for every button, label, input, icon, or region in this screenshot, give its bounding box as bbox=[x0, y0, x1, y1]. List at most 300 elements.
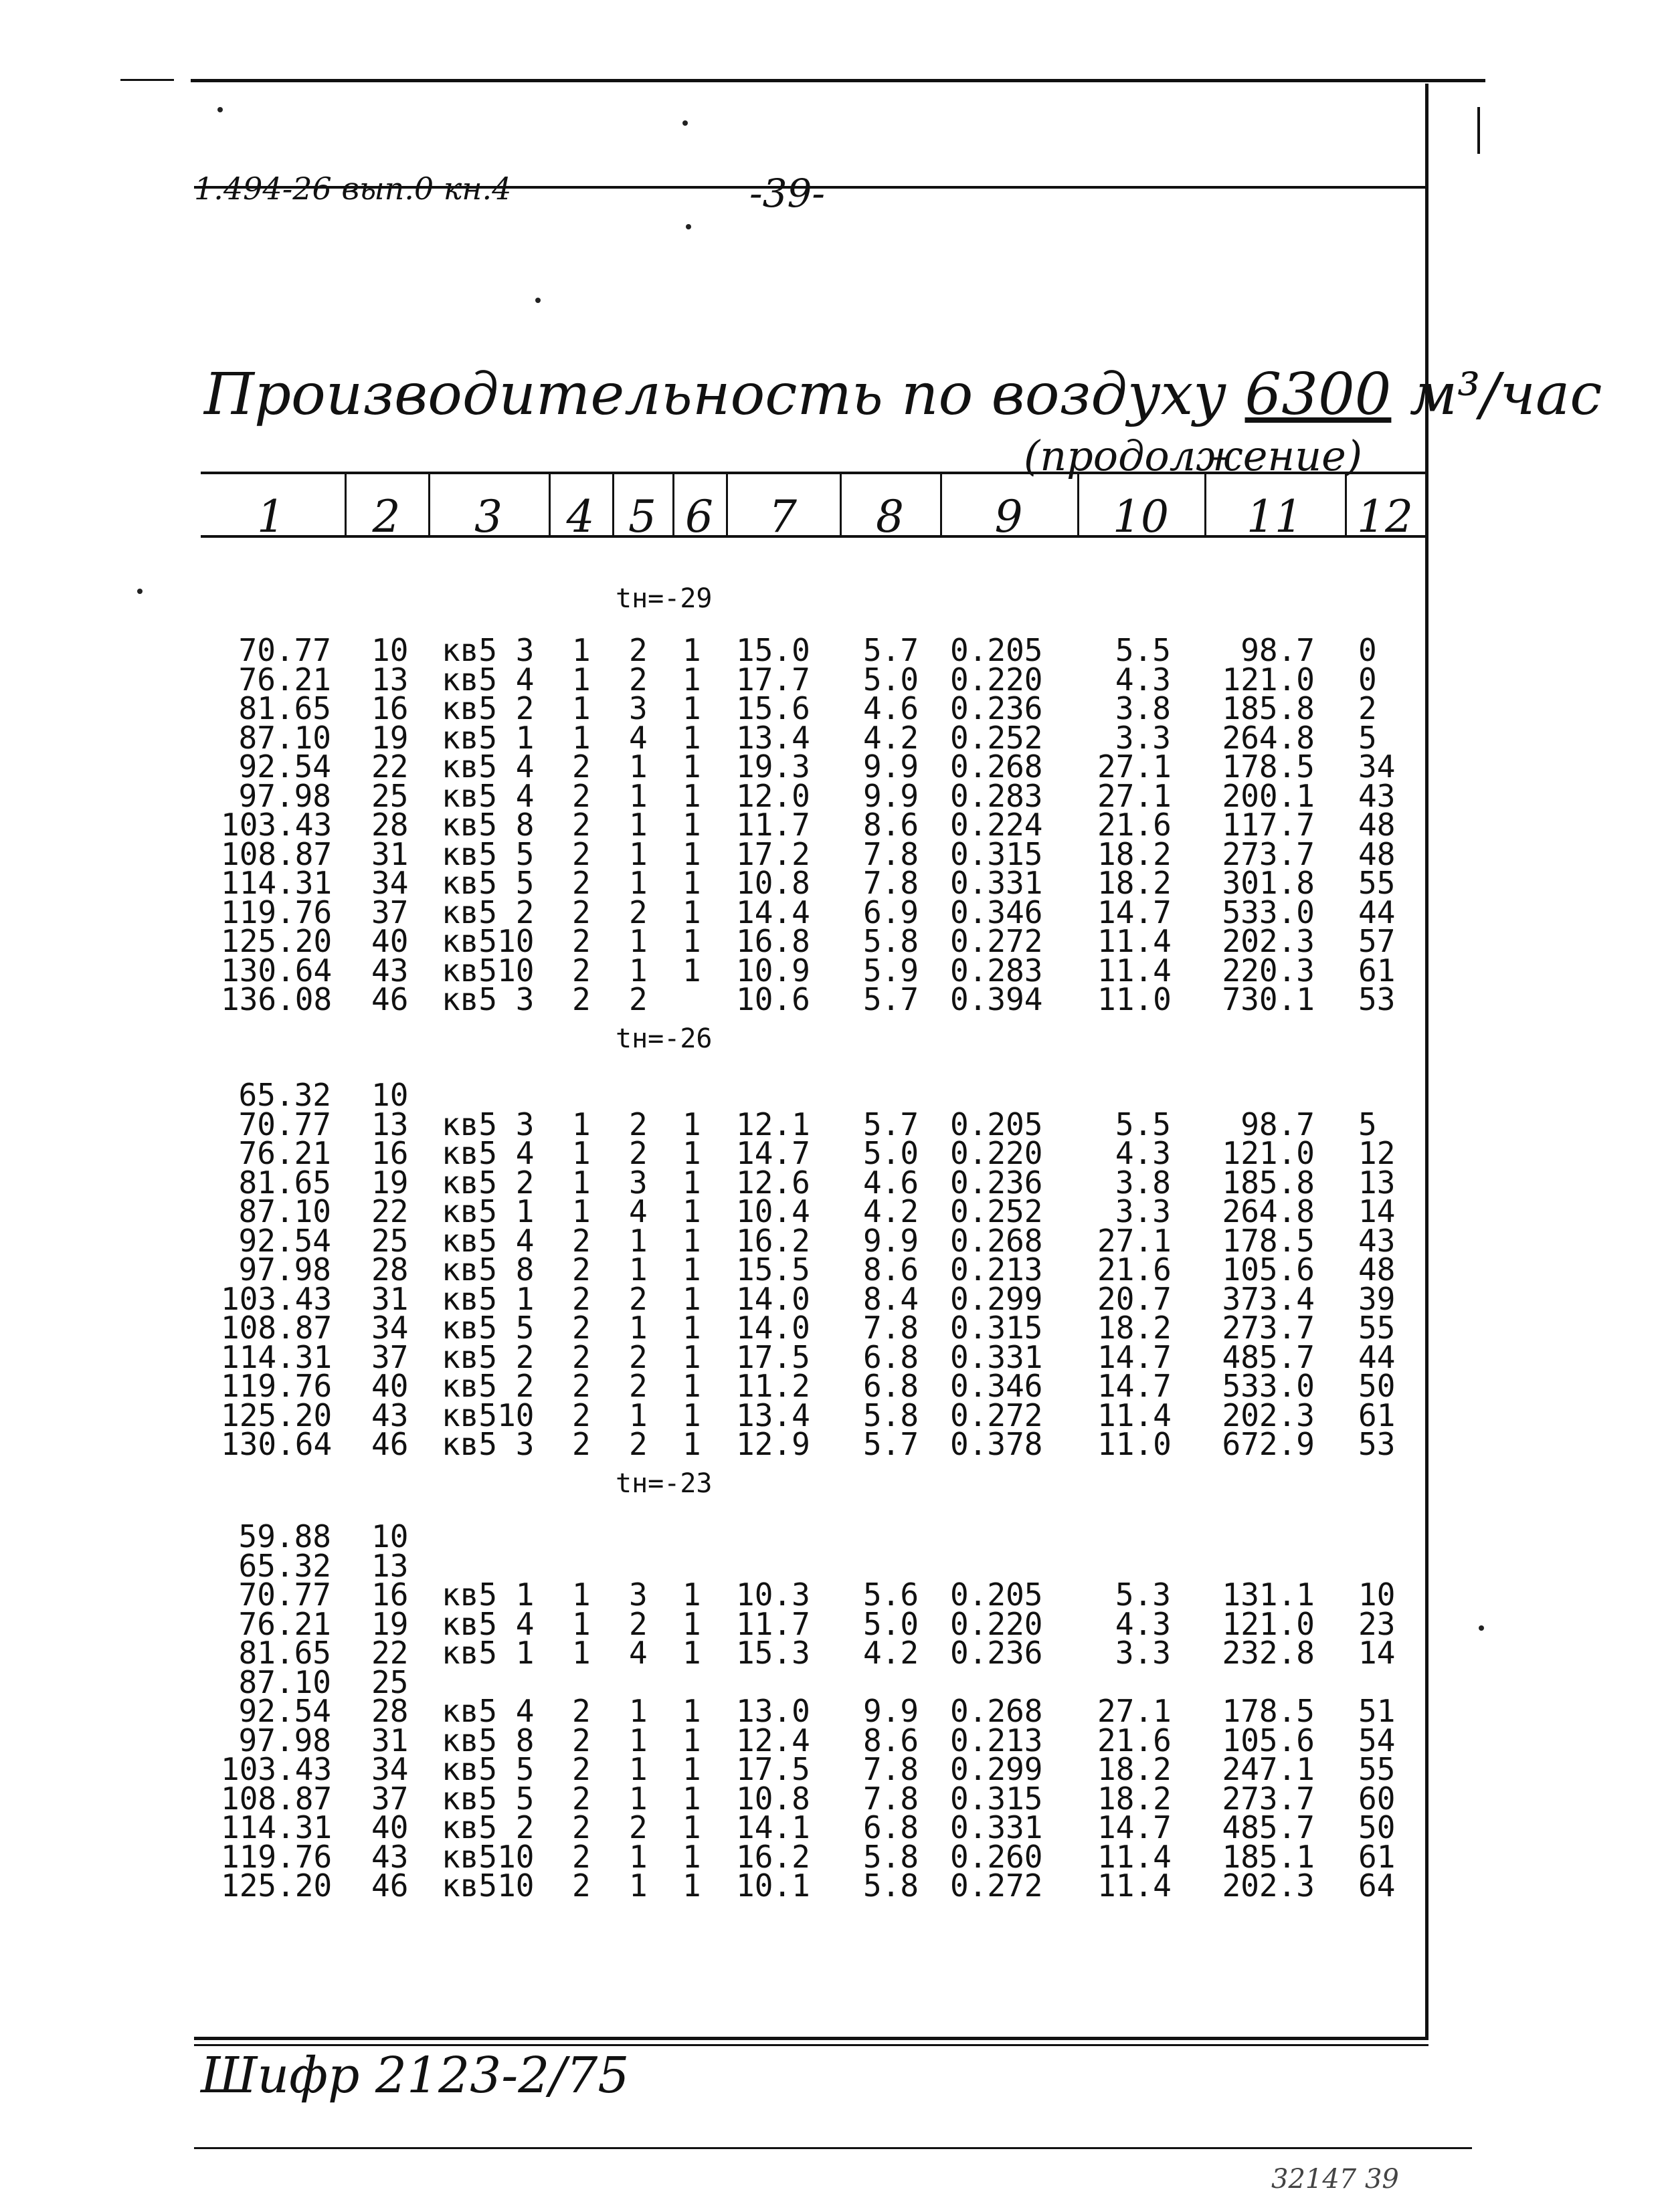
table-row bbox=[0, 1135, 1660, 1171]
cell-col-4: 2 bbox=[572, 1751, 591, 1787]
cell-col-12: 64 bbox=[1358, 1868, 1396, 1904]
cell-col-2: 19 bbox=[371, 719, 409, 756]
cell-col-1: 87.10 bbox=[238, 719, 331, 756]
cell-col-3: кв5 8 bbox=[442, 807, 535, 843]
cell-col-10: 27.1 bbox=[1097, 1222, 1172, 1259]
cell-col-7: 16.2 bbox=[736, 1838, 810, 1875]
cell-col-9: 0.252 bbox=[950, 719, 1043, 756]
table-row bbox=[0, 952, 1660, 989]
cell-col-3: кв5 5 bbox=[442, 1751, 535, 1787]
cell-col-3: кв5 4 bbox=[442, 748, 535, 785]
cell-col-7: 12.1 bbox=[736, 1106, 810, 1142]
cell-col-4: 1 bbox=[572, 1135, 591, 1171]
cell-col-1: 108.87 bbox=[221, 835, 333, 872]
cell-col-12: 5 bbox=[1358, 1106, 1377, 1142]
scan-speck bbox=[682, 120, 688, 126]
cell-col-4: 1 bbox=[572, 1605, 591, 1642]
cell-col-11: 117.7 bbox=[1222, 807, 1315, 843]
cell-col-7: 14.0 bbox=[736, 1280, 810, 1317]
cell-col-6: 1 bbox=[682, 1838, 701, 1875]
cell-col-1: 125.20 bbox=[221, 923, 333, 959]
cell-col-3: кв5 2 bbox=[442, 1164, 535, 1201]
cell-col-11: 98.7 bbox=[1240, 1106, 1315, 1142]
cell-col-11: 131.1 bbox=[1222, 1577, 1315, 1613]
cell-col-7: 15.3 bbox=[736, 1635, 810, 1671]
cell-col-6: 1 bbox=[682, 1426, 701, 1462]
cell-col-5: 3 bbox=[629, 690, 648, 726]
cell-col-12: 55 bbox=[1358, 1751, 1396, 1787]
cell-col-11: 485.7 bbox=[1222, 1809, 1315, 1845]
cell-col-2: 40 bbox=[371, 1809, 409, 1845]
cell-col-11: 273.7 bbox=[1222, 1780, 1315, 1817]
cell-col-5: 1 bbox=[629, 1780, 648, 1817]
table-row bbox=[0, 981, 1660, 1017]
cell-col-7: 12.0 bbox=[736, 777, 810, 814]
cell-col-4: 1 bbox=[572, 1193, 591, 1229]
cell-col-1: 87.10 bbox=[238, 1664, 331, 1700]
cell-col-6: 1 bbox=[682, 1106, 701, 1142]
section-label: tн=-29 bbox=[616, 583, 713, 614]
cell-col-9: 0.252 bbox=[950, 1193, 1043, 1229]
cell-col-3: кв5 8 bbox=[442, 1251, 535, 1288]
cell-col-1: 92.54 bbox=[238, 1222, 331, 1259]
cell-col-7: 17.5 bbox=[736, 1338, 810, 1375]
cell-col-7: 11.7 bbox=[736, 807, 810, 843]
cell-col-1: 108.87 bbox=[221, 1310, 333, 1346]
cell-col-1: 130.64 bbox=[221, 1426, 333, 1462]
cell-col-3: кв5 1 bbox=[442, 1635, 535, 1671]
cell-col-2: 31 bbox=[371, 1280, 409, 1317]
cell-col-12: 48 bbox=[1358, 835, 1396, 872]
cell-col-6: 1 bbox=[682, 1577, 701, 1613]
cell-col-4: 2 bbox=[572, 894, 591, 930]
cell-col-10: 11.4 bbox=[1097, 1868, 1172, 1904]
col-divider bbox=[345, 472, 347, 535]
cell-col-9: 0.331 bbox=[950, 865, 1043, 901]
cell-col-1: 81.65 bbox=[238, 1164, 331, 1201]
cell-col-5: 1 bbox=[629, 1693, 648, 1729]
cell-col-12: 23 bbox=[1358, 1605, 1396, 1642]
cell-col-9: 0.268 bbox=[950, 1693, 1043, 1729]
table-row bbox=[0, 777, 1660, 814]
cell-col-12: 55 bbox=[1358, 865, 1396, 901]
cell-col-2: 40 bbox=[371, 1368, 409, 1404]
cell-col-10: 3.3 bbox=[1115, 719, 1171, 756]
cell-col-5: 2 bbox=[629, 1368, 648, 1404]
cell-col-5: 2 bbox=[629, 1106, 648, 1142]
table-row bbox=[0, 632, 1660, 668]
top-border-line bbox=[191, 79, 1485, 82]
cell-col-7: 12.6 bbox=[736, 1164, 810, 1201]
cell-col-9: 0.272 bbox=[950, 923, 1043, 959]
cell-col-3: кв5 1 bbox=[442, 1280, 535, 1317]
table-row bbox=[0, 1780, 1660, 1817]
cell-col-3: кв5 4 bbox=[442, 1605, 535, 1642]
cell-col-10: 5.5 bbox=[1115, 632, 1171, 668]
cell-col-2: 22 bbox=[371, 1193, 409, 1229]
cell-col-5: 1 bbox=[629, 835, 648, 872]
cell-col-1: 136.08 bbox=[221, 981, 333, 1017]
cell-col-10: 4.3 bbox=[1115, 661, 1171, 698]
cell-col-8: 4.2 bbox=[863, 1635, 919, 1671]
cell-col-8: 5.8 bbox=[863, 1397, 919, 1433]
cell-col-11: 273.7 bbox=[1222, 1310, 1315, 1346]
cell-col-7: 14.4 bbox=[736, 894, 810, 930]
cell-col-12: 5 bbox=[1358, 719, 1377, 756]
cell-col-2: 25 bbox=[371, 777, 409, 814]
cell-col-2: 34 bbox=[371, 865, 409, 901]
footer-bottom-line bbox=[194, 2147, 1472, 2149]
cell-col-6: 1 bbox=[682, 1693, 701, 1729]
cell-col-12: 53 bbox=[1358, 1426, 1396, 1462]
table-row bbox=[0, 894, 1660, 930]
cell-col-5: 2 bbox=[629, 1426, 648, 1462]
cell-col-10: 4.3 bbox=[1115, 1135, 1171, 1171]
table-row bbox=[0, 835, 1660, 872]
cell-col-11: 185.8 bbox=[1222, 690, 1315, 726]
cell-col-3: кв510 bbox=[442, 952, 535, 989]
cell-col-7: 15.6 bbox=[736, 690, 810, 726]
cell-col-3: кв5 2 bbox=[442, 690, 535, 726]
cell-col-1: 103.43 bbox=[221, 1280, 333, 1317]
cell-col-9: 0.220 bbox=[950, 1135, 1043, 1171]
cell-col-4: 2 bbox=[572, 1722, 591, 1758]
cell-col-8: 4.2 bbox=[863, 719, 919, 756]
cell-col-2: 40 bbox=[371, 923, 409, 959]
cell-col-4: 1 bbox=[572, 661, 591, 698]
cell-col-10: 3.3 bbox=[1115, 1193, 1171, 1229]
table-row bbox=[0, 1426, 1660, 1462]
cell-col-8: 5.9 bbox=[863, 952, 919, 989]
cell-col-9: 0.331 bbox=[950, 1338, 1043, 1375]
cell-col-2: 43 bbox=[371, 952, 409, 989]
cell-col-2: 16 bbox=[371, 1577, 409, 1613]
cell-col-8: 5.0 bbox=[863, 661, 919, 698]
table-row bbox=[0, 1193, 1660, 1229]
table-row bbox=[0, 1251, 1660, 1288]
cell-col-2: 13 bbox=[371, 661, 409, 698]
cell-col-4: 2 bbox=[572, 777, 591, 814]
cell-col-8: 5.0 bbox=[863, 1135, 919, 1171]
cell-col-11: 264.8 bbox=[1222, 719, 1315, 756]
cell-col-3: кв510 bbox=[442, 1838, 535, 1875]
cell-col-10: 3.8 bbox=[1115, 690, 1171, 726]
cell-col-10: 11.4 bbox=[1097, 1397, 1172, 1433]
cell-col-5: 2 bbox=[629, 632, 648, 668]
cell-col-8: 8.6 bbox=[863, 807, 919, 843]
cell-col-2: 10 bbox=[371, 1518, 409, 1554]
cell-col-9: 0.272 bbox=[950, 1868, 1043, 1904]
cell-col-9: 0.331 bbox=[950, 1809, 1043, 1845]
cell-col-1: 76.21 bbox=[238, 661, 331, 698]
cell-col-5: 1 bbox=[629, 748, 648, 785]
cell-col-1: 130.64 bbox=[221, 952, 333, 989]
cell-col-9: 0.315 bbox=[950, 1780, 1043, 1817]
cell-col-3: кв5 4 bbox=[442, 661, 535, 698]
cell-col-4: 2 bbox=[572, 865, 591, 901]
cell-col-3: кв5 1 bbox=[442, 719, 535, 756]
cell-col-7: 13.4 bbox=[736, 1397, 810, 1433]
cell-col-12: 61 bbox=[1358, 952, 1396, 989]
cell-col-12: 43 bbox=[1358, 1222, 1396, 1259]
cell-col-12: 51 bbox=[1358, 1693, 1396, 1729]
cell-col-10: 21.6 bbox=[1097, 807, 1172, 843]
archive-stamp: 32147 39 bbox=[1271, 2164, 1399, 2195]
cell-col-9: 0.394 bbox=[950, 981, 1043, 1017]
cell-col-9: 0.346 bbox=[950, 1368, 1043, 1404]
cell-col-10: 11.0 bbox=[1097, 1426, 1172, 1462]
cell-col-6: 1 bbox=[682, 1605, 701, 1642]
cell-col-2: 43 bbox=[371, 1838, 409, 1875]
col-header-3: 3 bbox=[474, 491, 502, 542]
cell-col-12: 48 bbox=[1358, 1251, 1396, 1288]
cell-col-4: 2 bbox=[572, 1310, 591, 1346]
cell-col-7: 17.5 bbox=[736, 1751, 810, 1787]
cell-col-11: 202.3 bbox=[1222, 1397, 1315, 1433]
cell-col-6: 1 bbox=[682, 777, 701, 814]
cell-col-6: 1 bbox=[682, 1868, 701, 1904]
cell-col-7: 11.2 bbox=[736, 1368, 810, 1404]
cell-col-4: 2 bbox=[572, 1693, 591, 1729]
cell-col-4: 1 bbox=[572, 1577, 591, 1613]
cell-col-6: 1 bbox=[682, 1368, 701, 1404]
cell-col-3: кв5 5 bbox=[442, 1310, 535, 1346]
page-number: -39- bbox=[749, 171, 825, 216]
cell-col-1: 97.98 bbox=[238, 1251, 331, 1288]
cell-col-4: 2 bbox=[572, 1838, 591, 1875]
cell-col-9: 0.236 bbox=[950, 1635, 1043, 1671]
cell-col-9: 0.315 bbox=[950, 1310, 1043, 1346]
scan-speck bbox=[137, 589, 143, 594]
cell-col-9: 0.224 bbox=[950, 807, 1043, 843]
cell-col-6: 1 bbox=[682, 1251, 701, 1288]
cell-col-5: 1 bbox=[629, 923, 648, 959]
cell-col-6: 1 bbox=[682, 835, 701, 872]
cell-col-11: 121.0 bbox=[1222, 661, 1315, 698]
table-row bbox=[0, 661, 1660, 698]
cell-col-7: 10.1 bbox=[736, 1868, 810, 1904]
cell-col-6: 1 bbox=[682, 952, 701, 989]
cell-col-11: 533.0 bbox=[1222, 894, 1315, 930]
cell-col-10: 4.3 bbox=[1115, 1605, 1171, 1642]
table-row bbox=[0, 1577, 1660, 1613]
cell-col-4: 2 bbox=[572, 835, 591, 872]
cell-col-6: 1 bbox=[682, 1722, 701, 1758]
cell-col-1: 114.31 bbox=[221, 1809, 333, 1845]
cell-col-5: 1 bbox=[629, 1251, 648, 1288]
cell-col-8: 8.6 bbox=[863, 1251, 919, 1288]
cell-col-8: 7.8 bbox=[863, 1751, 919, 1787]
cell-col-1: 65.32 bbox=[238, 1077, 331, 1113]
cell-col-9: 0.299 bbox=[950, 1280, 1043, 1317]
scan-speck bbox=[535, 298, 541, 303]
cell-col-1: 119.76 bbox=[221, 1368, 333, 1404]
cell-col-9: 0.260 bbox=[950, 1838, 1043, 1875]
top-border-dash bbox=[120, 79, 174, 81]
cell-col-4: 2 bbox=[572, 981, 591, 1017]
cell-col-2: 31 bbox=[371, 835, 409, 872]
cell-col-12: 14 bbox=[1358, 1635, 1396, 1671]
table-row bbox=[0, 1310, 1660, 1346]
cell-col-1: 103.43 bbox=[221, 1751, 333, 1787]
cell-col-6: 1 bbox=[682, 1635, 701, 1671]
cell-col-9: 0.205 bbox=[950, 1577, 1043, 1613]
cell-col-6: 1 bbox=[682, 632, 701, 668]
cell-col-6: 1 bbox=[682, 1397, 701, 1433]
cell-col-7: 11.7 bbox=[736, 1605, 810, 1642]
cell-col-11: 98.7 bbox=[1240, 632, 1315, 668]
cell-col-3: кв5 1 bbox=[442, 1193, 535, 1229]
table-row bbox=[0, 1397, 1660, 1433]
cell-col-4: 2 bbox=[572, 1780, 591, 1817]
cell-col-5: 2 bbox=[629, 1605, 648, 1642]
cell-col-9: 0.236 bbox=[950, 1164, 1043, 1201]
cell-col-12: 54 bbox=[1358, 1722, 1396, 1758]
cell-col-6: 1 bbox=[682, 807, 701, 843]
cell-col-1: 125.20 bbox=[221, 1868, 333, 1904]
cell-col-5: 1 bbox=[629, 1868, 648, 1904]
table-row bbox=[0, 1222, 1660, 1259]
table-row bbox=[0, 1664, 1660, 1700]
cell-col-5: 2 bbox=[629, 894, 648, 930]
cell-col-10: 18.2 bbox=[1097, 1780, 1172, 1817]
cell-col-3: кв5 2 bbox=[442, 1809, 535, 1845]
cell-col-5: 1 bbox=[629, 1722, 648, 1758]
cell-col-7: 13.4 bbox=[736, 719, 810, 756]
cell-col-9: 0.268 bbox=[950, 748, 1043, 785]
cell-col-3: кв5 1 bbox=[442, 1577, 535, 1613]
cell-col-11: 105.6 bbox=[1222, 1251, 1315, 1288]
cell-col-4: 2 bbox=[572, 807, 591, 843]
cell-col-4: 2 bbox=[572, 923, 591, 959]
cell-col-2: 10 bbox=[371, 632, 409, 668]
cell-col-8: 4.6 bbox=[863, 690, 919, 726]
table-row bbox=[0, 1838, 1660, 1875]
cell-col-10: 3.8 bbox=[1115, 1164, 1171, 1201]
table-row bbox=[0, 1605, 1660, 1642]
cell-col-3: кв5 5 bbox=[442, 835, 535, 872]
cell-col-9: 0.236 bbox=[950, 690, 1043, 726]
section-label: tн=-23 bbox=[616, 1468, 713, 1499]
cell-col-12: 57 bbox=[1358, 923, 1396, 959]
cell-col-8: 9.9 bbox=[863, 777, 919, 814]
cell-col-2: 22 bbox=[371, 1635, 409, 1671]
cell-col-8: 7.8 bbox=[863, 865, 919, 901]
cell-col-8: 7.8 bbox=[863, 1780, 919, 1817]
table-row bbox=[0, 1635, 1660, 1671]
cell-col-4: 1 bbox=[572, 690, 591, 726]
cell-col-12: 0 bbox=[1358, 661, 1377, 698]
cell-col-9: 0.283 bbox=[950, 952, 1043, 989]
cell-col-2: 46 bbox=[371, 1426, 409, 1462]
cell-col-9: 0.272 bbox=[950, 1397, 1043, 1433]
scan-speck bbox=[217, 107, 223, 112]
cell-col-11: 178.5 bbox=[1222, 748, 1315, 785]
cell-col-6: 1 bbox=[682, 748, 701, 785]
cell-col-7: 19.3 bbox=[736, 748, 810, 785]
cell-col-6: 1 bbox=[682, 719, 701, 756]
cell-col-10: 18.2 bbox=[1097, 865, 1172, 901]
cell-col-1: 92.54 bbox=[238, 1693, 331, 1729]
cell-col-7: 17.2 bbox=[736, 835, 810, 872]
title-flow-value: 6300 bbox=[1244, 361, 1392, 428]
page-title bbox=[204, 361, 1602, 428]
cell-col-10: 14.7 bbox=[1097, 1368, 1172, 1404]
cell-col-3: кв5 3 bbox=[442, 1106, 535, 1142]
cell-col-4: 1 bbox=[572, 1635, 591, 1671]
cell-col-3: кв5 4 bbox=[442, 1693, 535, 1729]
cell-col-8: 6.8 bbox=[863, 1809, 919, 1845]
cell-col-10: 5.3 bbox=[1115, 1577, 1171, 1613]
cell-col-6: 1 bbox=[682, 1338, 701, 1375]
cell-col-11: 232.8 bbox=[1222, 1635, 1315, 1671]
cell-col-10: 27.1 bbox=[1097, 777, 1172, 814]
col-header-4: 4 bbox=[566, 491, 595, 542]
cell-col-2: 16 bbox=[371, 690, 409, 726]
cell-col-1: 103.43 bbox=[221, 807, 333, 843]
cell-col-9: 0.205 bbox=[950, 632, 1043, 668]
cell-col-10: 21.6 bbox=[1097, 1251, 1172, 1288]
cell-col-11: 202.3 bbox=[1222, 923, 1315, 959]
cell-col-1: 76.21 bbox=[238, 1135, 331, 1171]
cell-col-1: 65.32 bbox=[238, 1547, 331, 1584]
col-divider bbox=[1077, 472, 1079, 535]
cell-col-2: 13 bbox=[371, 1547, 409, 1584]
cell-col-3: кв5 3 bbox=[442, 981, 535, 1017]
table-row bbox=[0, 1106, 1660, 1142]
cell-col-3: кв5 3 bbox=[442, 1426, 535, 1462]
cell-col-3: кв5 5 bbox=[442, 865, 535, 901]
cell-col-11: 264.8 bbox=[1222, 1193, 1315, 1229]
table-row bbox=[0, 1547, 1660, 1584]
cell-col-5: 2 bbox=[629, 1338, 648, 1375]
cell-col-12: 50 bbox=[1358, 1368, 1396, 1404]
cell-col-12: 53 bbox=[1358, 981, 1396, 1017]
cell-col-8: 7.8 bbox=[863, 1310, 919, 1346]
cell-col-5: 2 bbox=[629, 981, 648, 1017]
cell-col-5: 1 bbox=[629, 1751, 648, 1787]
col-header-9: 9 bbox=[994, 491, 1023, 542]
cell-col-4: 2 bbox=[572, 1868, 591, 1904]
cell-col-6: 1 bbox=[682, 1164, 701, 1201]
cell-col-12: 44 bbox=[1358, 1338, 1396, 1375]
cell-col-3: кв5 5 bbox=[442, 1780, 535, 1817]
cell-col-6: 1 bbox=[682, 1193, 701, 1229]
cell-col-12: 34 bbox=[1358, 748, 1396, 785]
cell-col-7: 17.7 bbox=[736, 661, 810, 698]
cell-col-9: 0.220 bbox=[950, 1605, 1043, 1642]
cell-col-5: 3 bbox=[629, 1164, 648, 1201]
table-row bbox=[0, 1693, 1660, 1729]
cell-col-9: 0.205 bbox=[950, 1106, 1043, 1142]
col-divider bbox=[726, 472, 728, 535]
cell-col-2: 37 bbox=[371, 1338, 409, 1375]
col-divider bbox=[672, 472, 674, 535]
cell-col-9: 0.346 bbox=[950, 894, 1043, 930]
cell-col-11: 247.1 bbox=[1222, 1751, 1315, 1787]
cell-col-12: 2 bbox=[1358, 690, 1377, 726]
cell-col-11: 202.3 bbox=[1222, 1868, 1315, 1904]
cell-col-5: 1 bbox=[629, 807, 648, 843]
cell-col-9: 0.378 bbox=[950, 1426, 1043, 1462]
cell-col-1: 81.65 bbox=[238, 690, 331, 726]
cell-col-10: 11.0 bbox=[1097, 981, 1172, 1017]
cell-col-5: 2 bbox=[629, 661, 648, 698]
table-row bbox=[0, 1164, 1660, 1201]
cell-col-10: 18.2 bbox=[1097, 1751, 1172, 1787]
cell-col-3: кв5 8 bbox=[442, 1722, 535, 1758]
right-edge-mark bbox=[1477, 107, 1480, 154]
